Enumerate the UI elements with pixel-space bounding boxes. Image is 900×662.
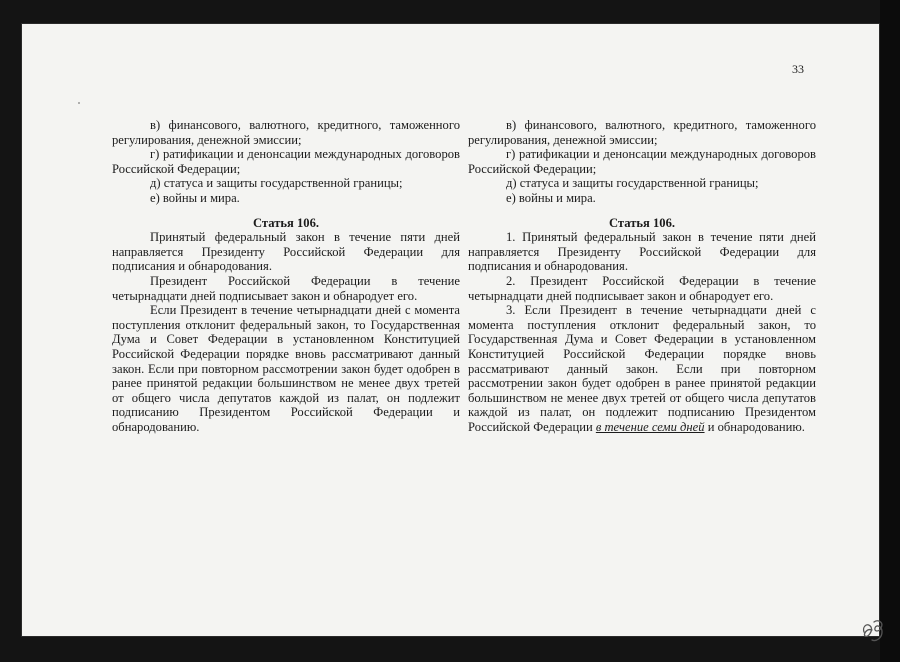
right-para-e: е) войны и мира. (506, 190, 596, 205)
handwritten-signature (860, 616, 888, 646)
scan-edge (880, 0, 900, 662)
left-article-heading: Статья 106. (252, 215, 320, 230)
right-para-106-3-end: и обнародованию. (704, 419, 805, 434)
left-para-106-1: Принятый федеральный закон в течение пяти дней направляется Президенту Российской Федерации для подписания и обнародования. (112, 230, 460, 274)
seven-days-link[interactable]: в течение семи дней (595, 419, 705, 434)
scan-speck (78, 102, 80, 104)
right-para-d: д) статуса и защиты государственной границы; (506, 176, 759, 191)
left-para-v: в) финансового, валютного, кредитного, таможенного регулирования, денежной эмиссии; (112, 118, 460, 147)
right-para-106-3 (468, 303, 816, 434)
document-page (22, 24, 879, 636)
left-para-g: г) ратификации и денонсации международных договоров Российской Федерации; (112, 147, 460, 176)
left-para-e: е) войны и мира. (150, 190, 240, 205)
right-para-106-2: 2. Президент Российской Федерации в течение четырнадцати дней подписывает закон и обнародует его. (468, 273, 816, 303)
right-para-106-3-text: 3. Если Президент в течение четырнадцати дней с момента поступления отклонит федеральный закон, то Государственная Дума и Совет Федерации в установленном Конституцией Российской Федерации порядке вновь рассматривают данный закон. Если при повторном рассмотрении закон будет одобрен в ранее принятой редакции большинством не менее двух третей от общего числа депутатов каждой из палат, он подлежит подписанию Президентом Российской Федерации (468, 303, 816, 434)
right-article-heading: Статья 106. (608, 215, 676, 230)
left-column (112, 118, 460, 434)
page-number: 33 (792, 62, 804, 76)
right-para-g: г) ратификации и денонсации международных договоров Российской Федерации; (468, 147, 816, 176)
right-para-106-1: 1. Принятый федеральный закон в течение пяти дней направляется Президенту Российской Федерации для подписания и обнародования. (468, 230, 816, 274)
right-para-v: в) финансового, валютного, кредитного, таможенного регулирования, денежной эмиссии; (468, 118, 816, 147)
left-para-106-3: Если Президент в течение четырнадцати дней с момента поступления отклонит федеральный закон, то Государственная Дума и Совет Федерации в установленном Конституцией Российской Федерации порядке вновь рассматривают данный закон. Если при повторном рассмотрении закон будет одобрен в ранее принятой редакции большинством не менее двух третей от общего числа депутатов каждой из палат, он подлежит подписанию Президентом Российской Федерации и обнародованию. (112, 303, 460, 434)
left-para-106-2: Президент Российской Федерации в течение четырнадцати дней подписывает закон и обнародует его. (112, 273, 460, 303)
right-column (468, 118, 816, 434)
left-para-d: д) статуса и защиты государственной границы; (150, 176, 403, 191)
